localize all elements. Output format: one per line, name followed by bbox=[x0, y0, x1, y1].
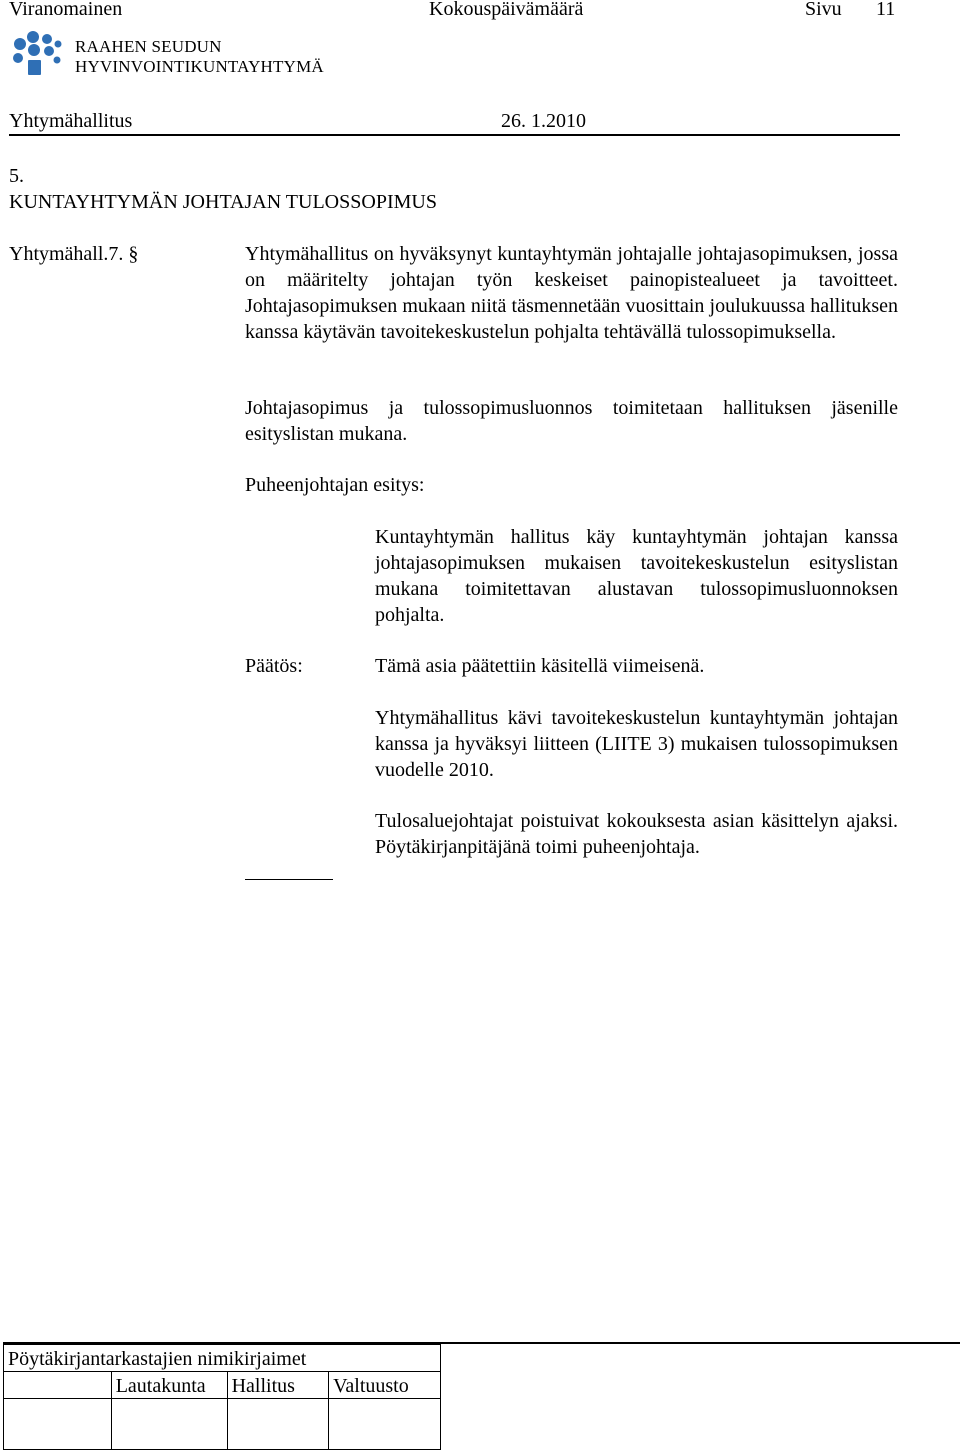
meeting-date-label: Kokouspäivämäärä bbox=[429, 0, 584, 20]
meeting-date: 26. 1.2010 bbox=[501, 110, 586, 132]
org-name-line1: RAAHEN SEUDUN bbox=[75, 37, 222, 56]
signature-blank-cell bbox=[4, 1372, 112, 1399]
initials-cell bbox=[111, 1399, 227, 1450]
page-number: 11 bbox=[876, 0, 896, 20]
signature-title: Pöytäkirjantarkastajien nimikirjaimet bbox=[4, 1345, 441, 1372]
decision-label: Päätös: bbox=[245, 655, 303, 677]
proposal-text: Kuntayhtymän hallitus käy kuntayhtymän johtajan kanssa johtajasopimuksen mukaisen tavoitekeskustelun esityslistan mukana toimitettavan alustavan tulossopimusluonnoksen pohjalta. bbox=[375, 526, 898, 626]
org-name-line2: HYVINVOINTIKUNTAYHTYMÄ bbox=[75, 57, 324, 76]
page-label: Sivu bbox=[805, 0, 842, 20]
authority-name: Yhtymähallitus bbox=[9, 110, 133, 132]
column-valtuusto: Valtuusto bbox=[329, 1372, 441, 1399]
initials-cell bbox=[227, 1399, 329, 1450]
column-hallitus: Hallitus bbox=[227, 1372, 329, 1399]
initials-cell bbox=[329, 1399, 441, 1450]
item-reference: Yhtymähall.7. § bbox=[9, 243, 139, 265]
header-divider bbox=[9, 134, 900, 136]
decision-paragraph-1: Tämä asia päätettiin käsitellä viimeisenä. bbox=[375, 655, 705, 677]
item-number: 5. bbox=[9, 165, 24, 187]
column-lautakunta: Lautakunta bbox=[111, 1372, 227, 1399]
signature-table bbox=[3, 1344, 441, 1450]
body-paragraph-2: Johtajasopimus ja tulossopimusluonnos toimitetaan hallituksen jäsenille esityslistan mukana. bbox=[245, 397, 898, 445]
initials-cell bbox=[4, 1399, 112, 1450]
end-of-item-rule bbox=[245, 879, 333, 880]
body-paragraph-1: Yhtymähallitus on hyväksynyt kuntayhtymän johtajalle johtajasopimuksen, jossa on määritelty johtajan työn keskeiset painopistealueet ja tavoitteet. Johtajasopimuksen mukaan niitä täsmennetään vuosittain joulukuussa hallituksen kanssa käytävän tavoitekeskustelun pohjalta tehtävällä tulossopimuksella. bbox=[245, 243, 898, 343]
proposal-label: Puheenjohtajan esitys: bbox=[245, 474, 425, 496]
decision-paragraph-2: Yhtymähallitus kävi tavoitekeskustelun kuntayhtymän johtajan kanssa ja hyväksyi liitteen (LIITE 3) mukaisen tulossopimuksen vuodelle 2010. bbox=[375, 707, 898, 781]
organization-logo-dots-icon bbox=[10, 30, 62, 76]
authority-label: Viranomainen bbox=[9, 0, 123, 20]
item-title: KUNTAYHTYMÄN JOHTAJAN TULOSSOPIMUS bbox=[9, 191, 437, 213]
decision-paragraph-3: Tulosaluejohtajat poistuivat kokouksesta asian käsittelyn ajaksi. Pöytäkirjanpitäjänä toimi puheenjohtaja. bbox=[375, 810, 898, 858]
